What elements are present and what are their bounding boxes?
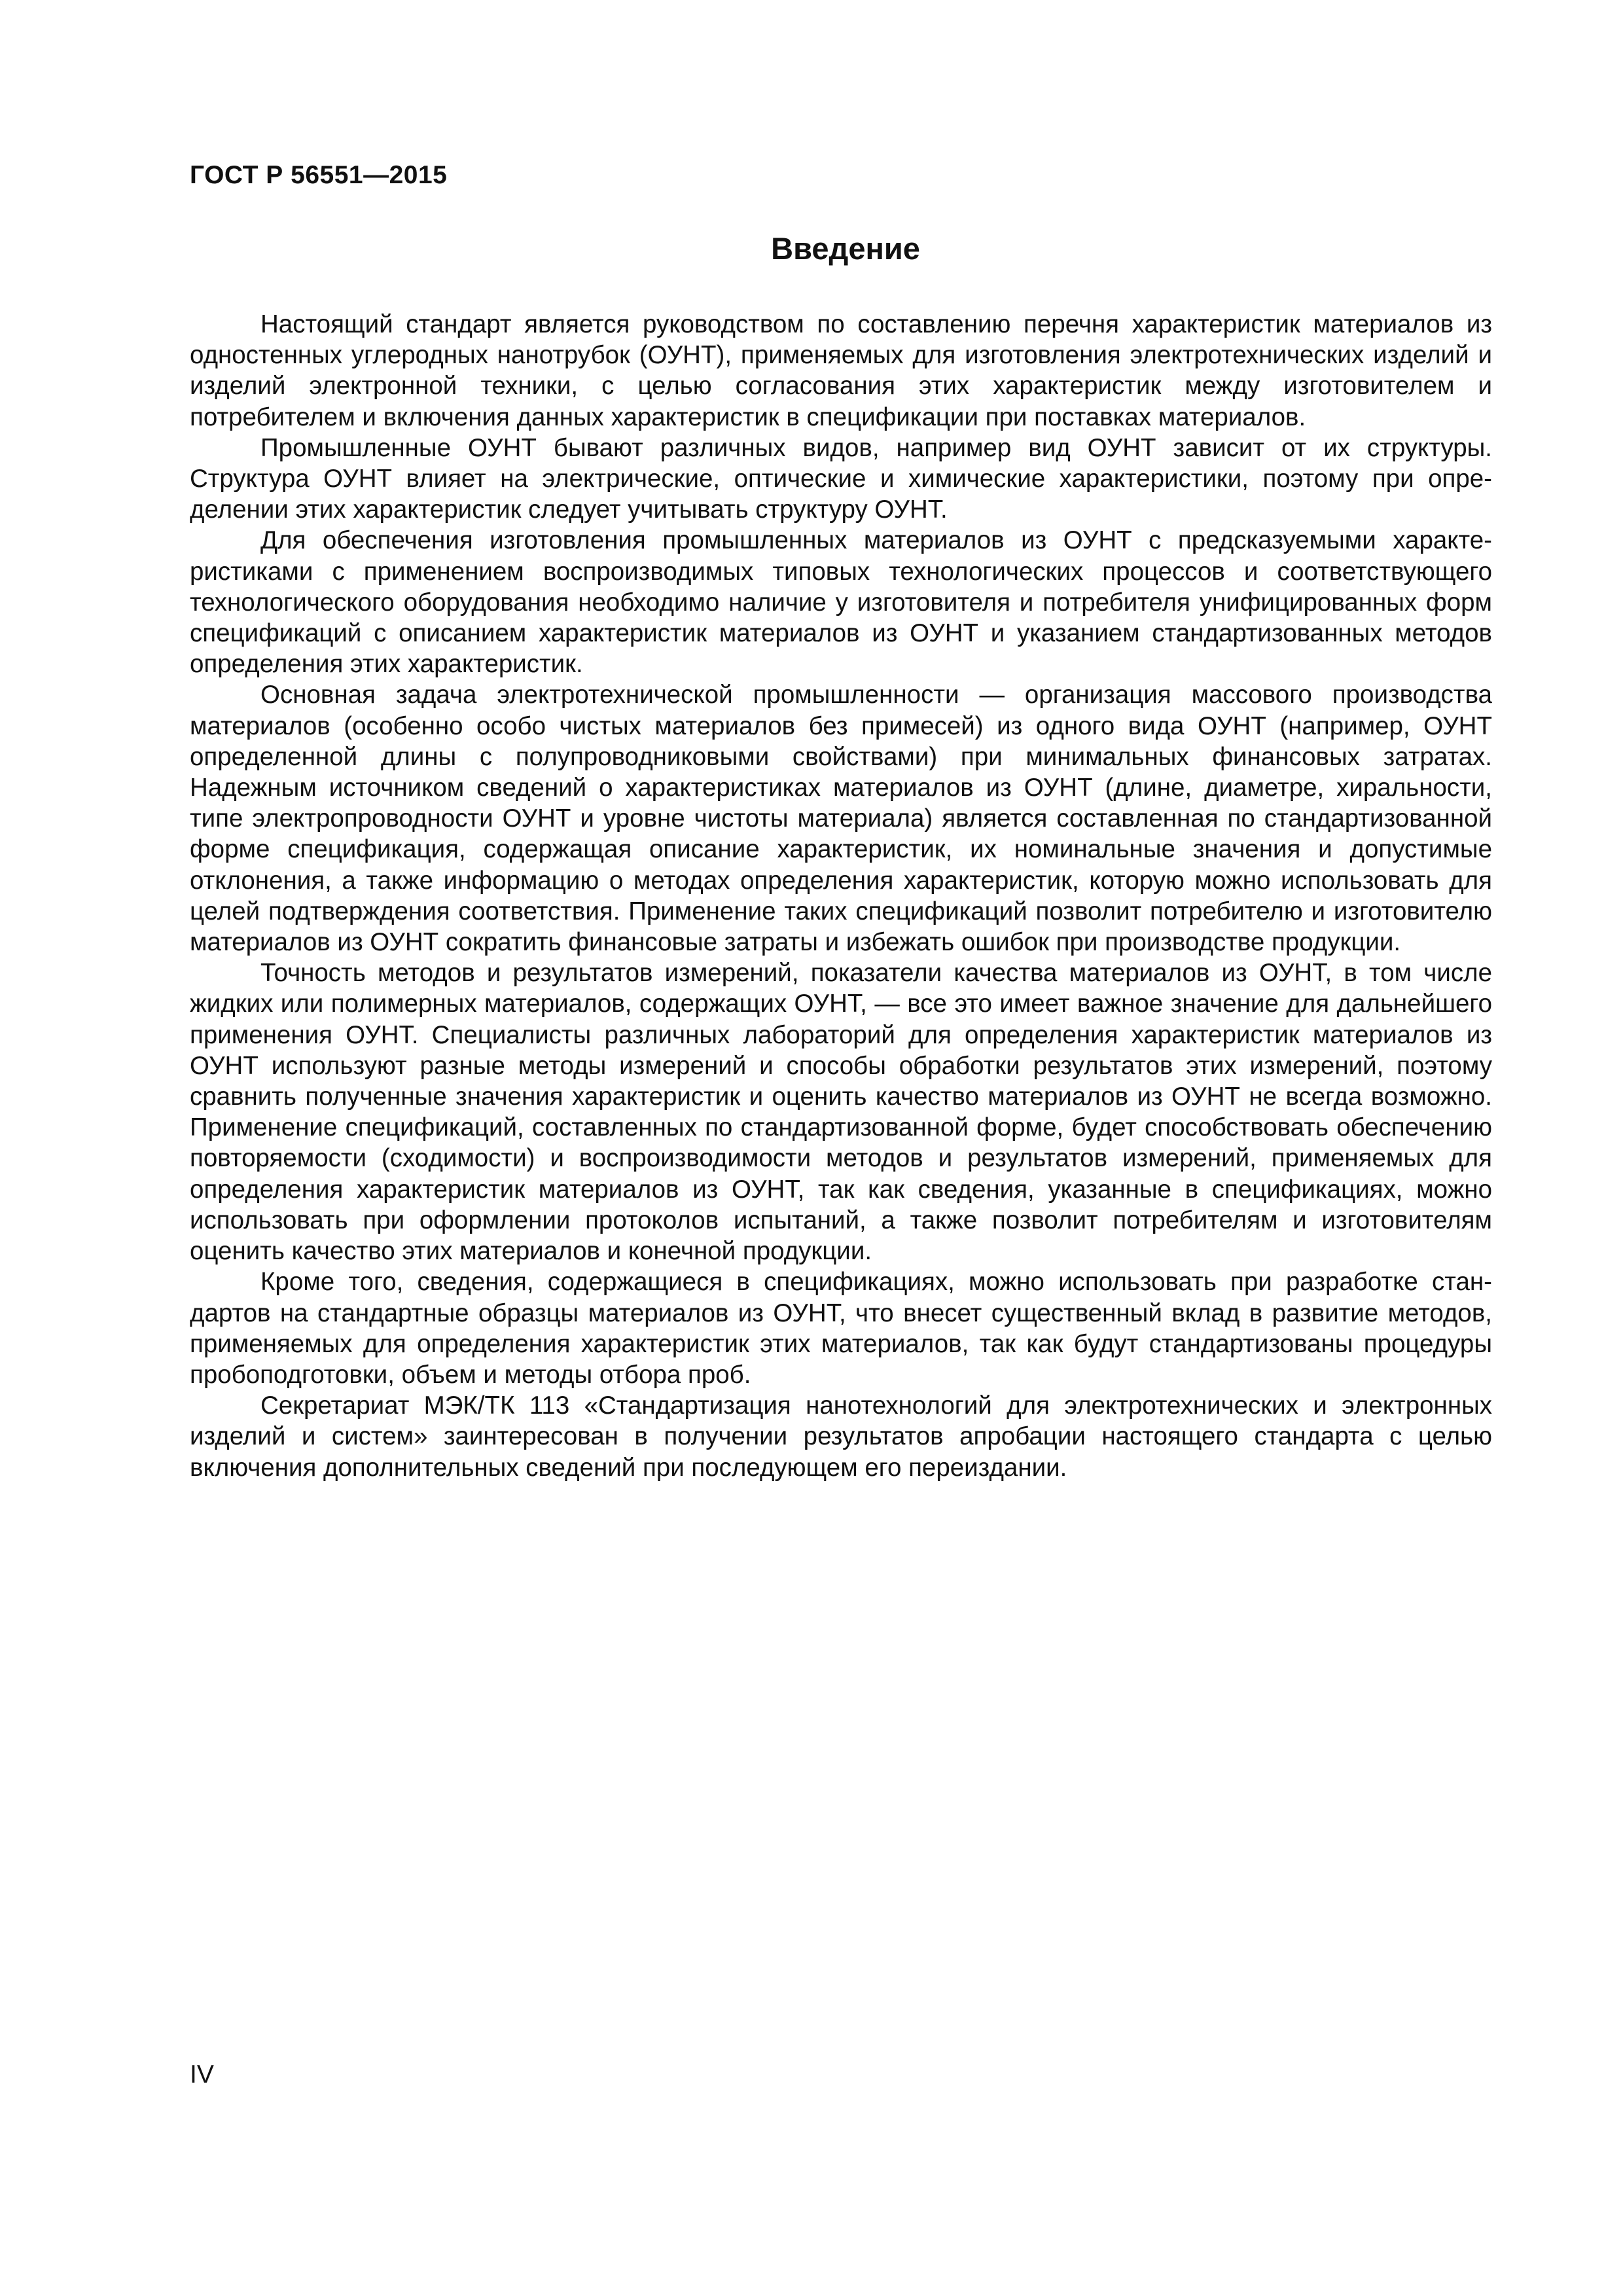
- paragraph: Настоящий стандарт является руководством по составлению перечня характеристик материалов из одностенных углеродных нанотрубок (ОУНТ), применяемых для изготовления электротехнических изделий и изделий электронной техники, с целью согласования этих характеристик между изготовителем и потребителем и включения данных характеристик в спецификации при поставках материалов.: [190, 310, 1492, 431]
- paragraph: Основная задача электротехнической промышленности — организация массового производства материалов (особенно особо чистых материалов без примесей) из одного вида ОУНТ (например, ОУНТ определенной длины с полупроводниковыми свойствами) при минимальных финансовых затратах. Надежным источником сведений о характеристиках материалов из ОУНТ (длине, диаметре, хиральности, типе электропроводности ОУНТ и уровне чистоты материала) является составленная по стандартизованной форме спецификация, содержащая описание характеристик, их номинальные значения и допустимые отклонения, а также информацию о методах определения характеристик, которую можно использовать для целей подтверждения соответствия. Применение таких спецификаций позволит потребителю и изготовителю материалов из ОУНТ сократить финансовые затраты и избежать ошибок при производстве продукции.: [190, 681, 1492, 957]
- page-number: IV: [190, 2060, 214, 2089]
- paragraph: Для обеспечения изготовления промышленных материалов из ОУНТ с предсказуемыми характеристиками с применением воспроизводимых типовых технологических процессов и соответствующего технологического оборудования необходимо наличие у изготовителя и потребителя унифицированных форм спецификаций с описанием характеристик материалов из ОУНТ и указанием стандартизованных методов определения этих характеристик.: [190, 526, 1492, 679]
- section-title: Введение: [771, 231, 920, 266]
- paragraph: Секретариат МЭК/ТК 113 «Стандартизация нанотехнологий для электротехнических и электронных изделий и систем» заинтересован в получении результатов апробации настоящего стандарта с целью включения дополнительных сведений при последующем его переиздании.: [190, 1391, 1492, 1482]
- paragraph: Промышленные ОУНТ бывают различных видов, например вид ОУНТ зависит от их структуры. Структура ОУНТ влияет на электрические, оптические и химические характеристики, поэтому при определении этих характеристик следует учитывать структуру ОУНТ.: [190, 433, 1492, 524]
- paragraph: Точность методов и результатов измерений, показатели качества материалов из ОУНТ, в том числе жидких или полимерных материалов, содержащих ОУНТ, — все это имеет важное значение для дальнейшего применения ОУНТ. Специалисты различных лабораторий для определения характеристик материалов из ОУНТ используют разные методы измерений и способы обработки результатов этих измерений, поэтому сравнить полученные значения характеристик и оценить качество материалов из ОУНТ не всегда возможно. Применение спецификаций, составленных по стандартизованной форме, будет способствовать обеспечению повторяемости (сходимости) и воспроизводимости методов и результатов измерений, применяемых для определения характеристик материалов из ОУНТ, так как сведения, указанные в спецификациях, можно использовать при оформлении протоколов испытаний, а также позволит потребителям и изготовителям оценить качество этих материалов и конечной продукции.: [190, 959, 1492, 1266]
- paragraph: Кроме того, сведения, содержащиеся в спецификациях, можно использовать при разработке стандартов на стандартные образцы материалов из ОУНТ, что внесет существенный вклад в развитие методов, применяемых для определения характеристик этих материалов, так как будут стандартизованы процедуры пробоподготовки, объем и методы отбора проб.: [190, 1268, 1492, 1389]
- document-code: ГОСТ Р 56551—2015: [190, 161, 448, 189]
- body-text: [190, 309, 1492, 1483]
